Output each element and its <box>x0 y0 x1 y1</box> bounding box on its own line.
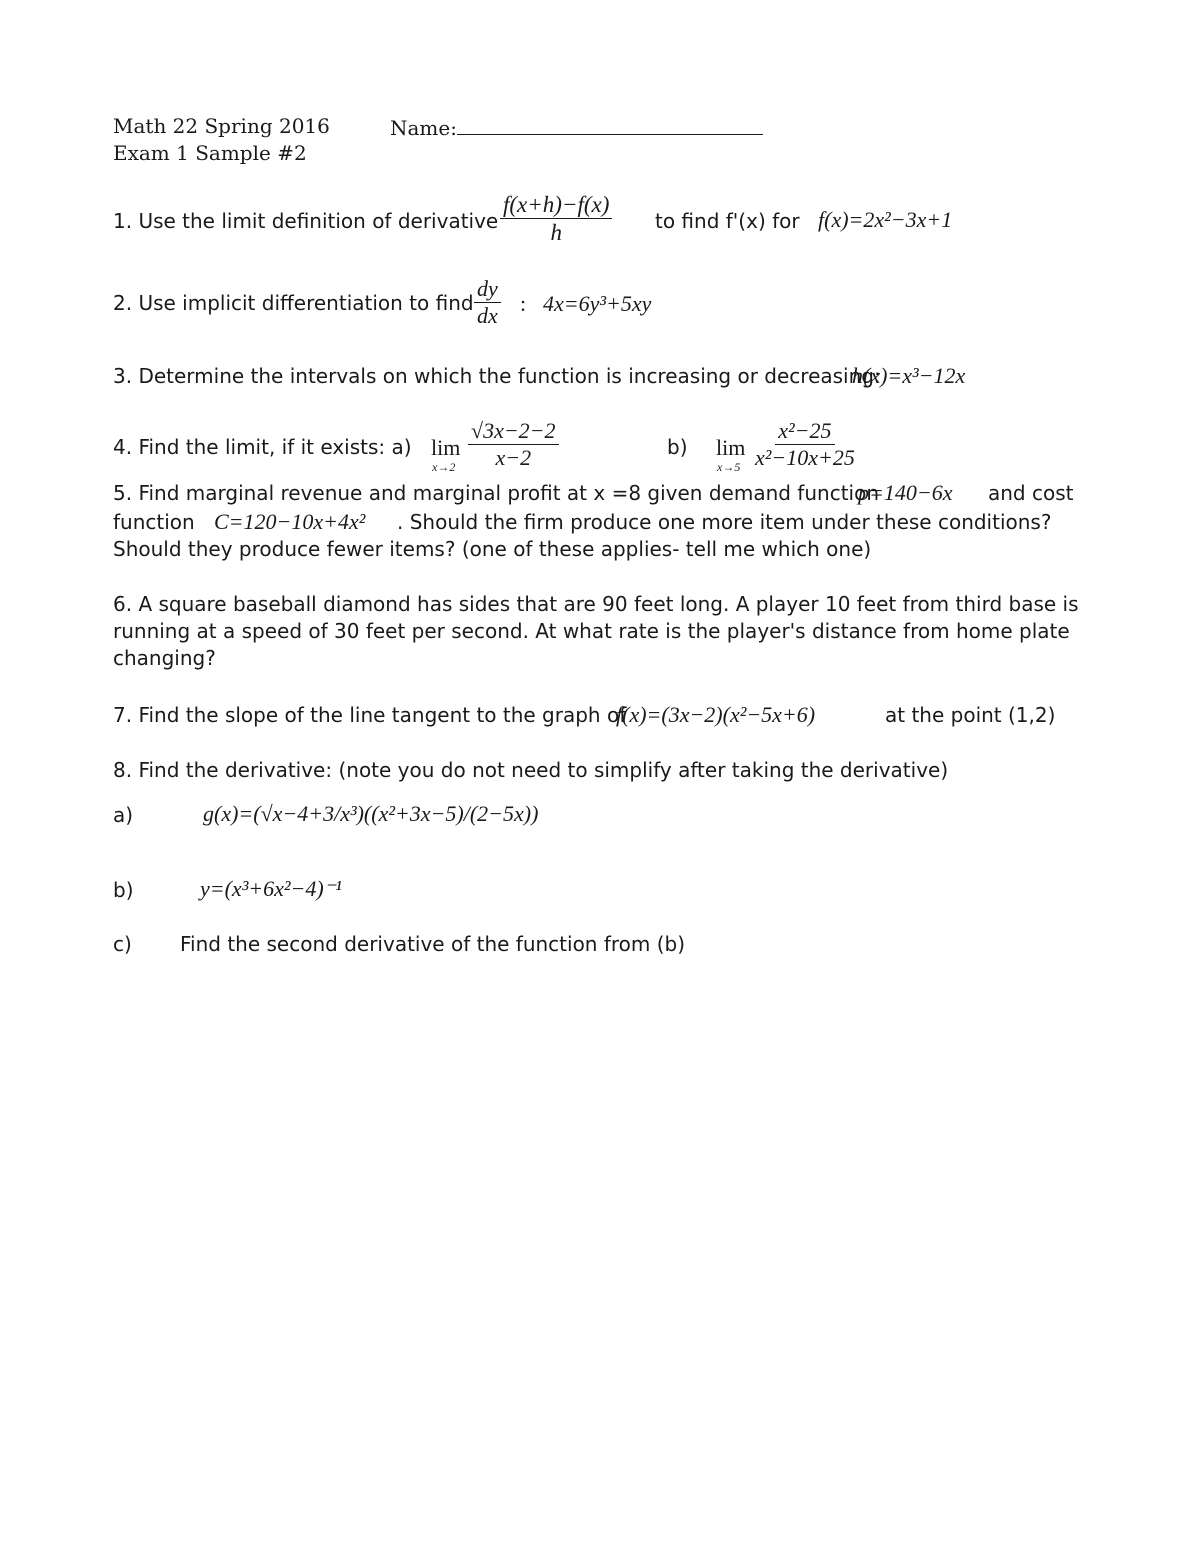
q8a-label: a) <box>113 803 134 827</box>
q2-equation: 4x=6y³+5xy <box>543 291 652 316</box>
q5-line-3: Should they produce fewer items? (one of these applies- tell me which one) <box>113 537 872 561</box>
q1-limit-fraction <box>500 193 612 244</box>
q3-function: h(x)=x³−12x <box>852 363 966 388</box>
q5-line-2: function <box>113 510 195 534</box>
q1-fraction-denominator: h <box>550 220 562 245</box>
q8b-label: b) <box>113 878 134 902</box>
name-blank-line <box>457 116 763 135</box>
q8-prompt: 8. Find the derivative: (note you do not need to simplify after taking the derivative) <box>113 758 949 782</box>
name-label: Name: <box>390 116 457 140</box>
q4b-lim-subscript: x→5 <box>717 460 741 474</box>
q4a-fraction <box>468 420 559 469</box>
q3-prompt: 3. Determine the intervals on which the function is increasing or decreasing: <box>113 364 881 388</box>
q1-prompt-tail: to find f'(x) for <box>655 209 800 233</box>
q1-function: f(x)=2x²−3x+1 <box>818 207 953 232</box>
q4a-numerator: √3x−2−2 <box>468 420 559 445</box>
q2-prompt: 2. Use implicit differentiation to find <box>113 291 474 315</box>
q4b-fraction <box>752 420 858 469</box>
q5-line-1-tail: and cost <box>988 481 1074 505</box>
q5-cost-function: C=120−10x+4x² <box>214 509 366 534</box>
q1-fraction-numerator: f(x+h)−f(x) <box>500 193 612 219</box>
q1-prompt: 1. Use the limit definition of derivative <box>113 209 499 233</box>
q4a-lim: lim <box>431 435 461 460</box>
q2-colon: : <box>520 291 527 316</box>
exam-title: Exam 1 Sample #2 <box>113 141 307 165</box>
q4a-denominator: x−2 <box>495 445 532 470</box>
q6-line-2: running at a speed of 30 feet per second. At what rate is the player's distance from home plate <box>113 619 1070 643</box>
name-field[interactable] <box>390 116 763 138</box>
q4b-label: b) <box>667 435 688 459</box>
q8a-function: g(x)=(√x−4+3/x³)((x²+3x−5)/(2−5x)) <box>203 801 539 826</box>
q7-prompt: 7. Find the slope of the line tangent to the graph of <box>113 703 627 727</box>
q2-derivative-fraction <box>474 278 501 327</box>
q4-prompt: 4. Find the limit, if it exists: a) <box>113 435 412 459</box>
q2-fraction-denominator: dx <box>477 303 498 328</box>
q4b-numerator: x²−25 <box>775 420 834 445</box>
q4a-lim-subscript: x→2 <box>432 460 456 474</box>
q8c-text: Find the second derivative of the function from (b) <box>180 932 686 956</box>
q6-line-1: 6. A square baseball diamond has sides that are 90 feet long. A player 10 feet from third base is <box>113 592 1079 616</box>
q8c-label: c) <box>113 932 132 956</box>
q7-function: f(x)=(3x−2)(x²−5x+6) <box>616 702 816 727</box>
q5-line-1: 5. Find marginal revenue and marginal profit at x =8 given demand function <box>113 481 880 505</box>
q5-line-2-tail: . Should the firm produce one more item under these conditions? <box>397 510 1052 534</box>
q5-demand-function: p=140−6x <box>858 480 953 505</box>
q2-fraction-numerator: dy <box>474 278 501 303</box>
q4b-denominator: x²−10x+25 <box>755 445 855 470</box>
q8b-function: y=(x³+6x²−4)⁻¹ <box>200 876 342 901</box>
q7-prompt-tail: at the point (1,2) <box>885 703 1056 727</box>
course-title: Math 22 Spring 2016 <box>113 114 330 138</box>
q4b-lim: lim <box>716 435 746 460</box>
q6-line-3: changing? <box>113 646 216 670</box>
